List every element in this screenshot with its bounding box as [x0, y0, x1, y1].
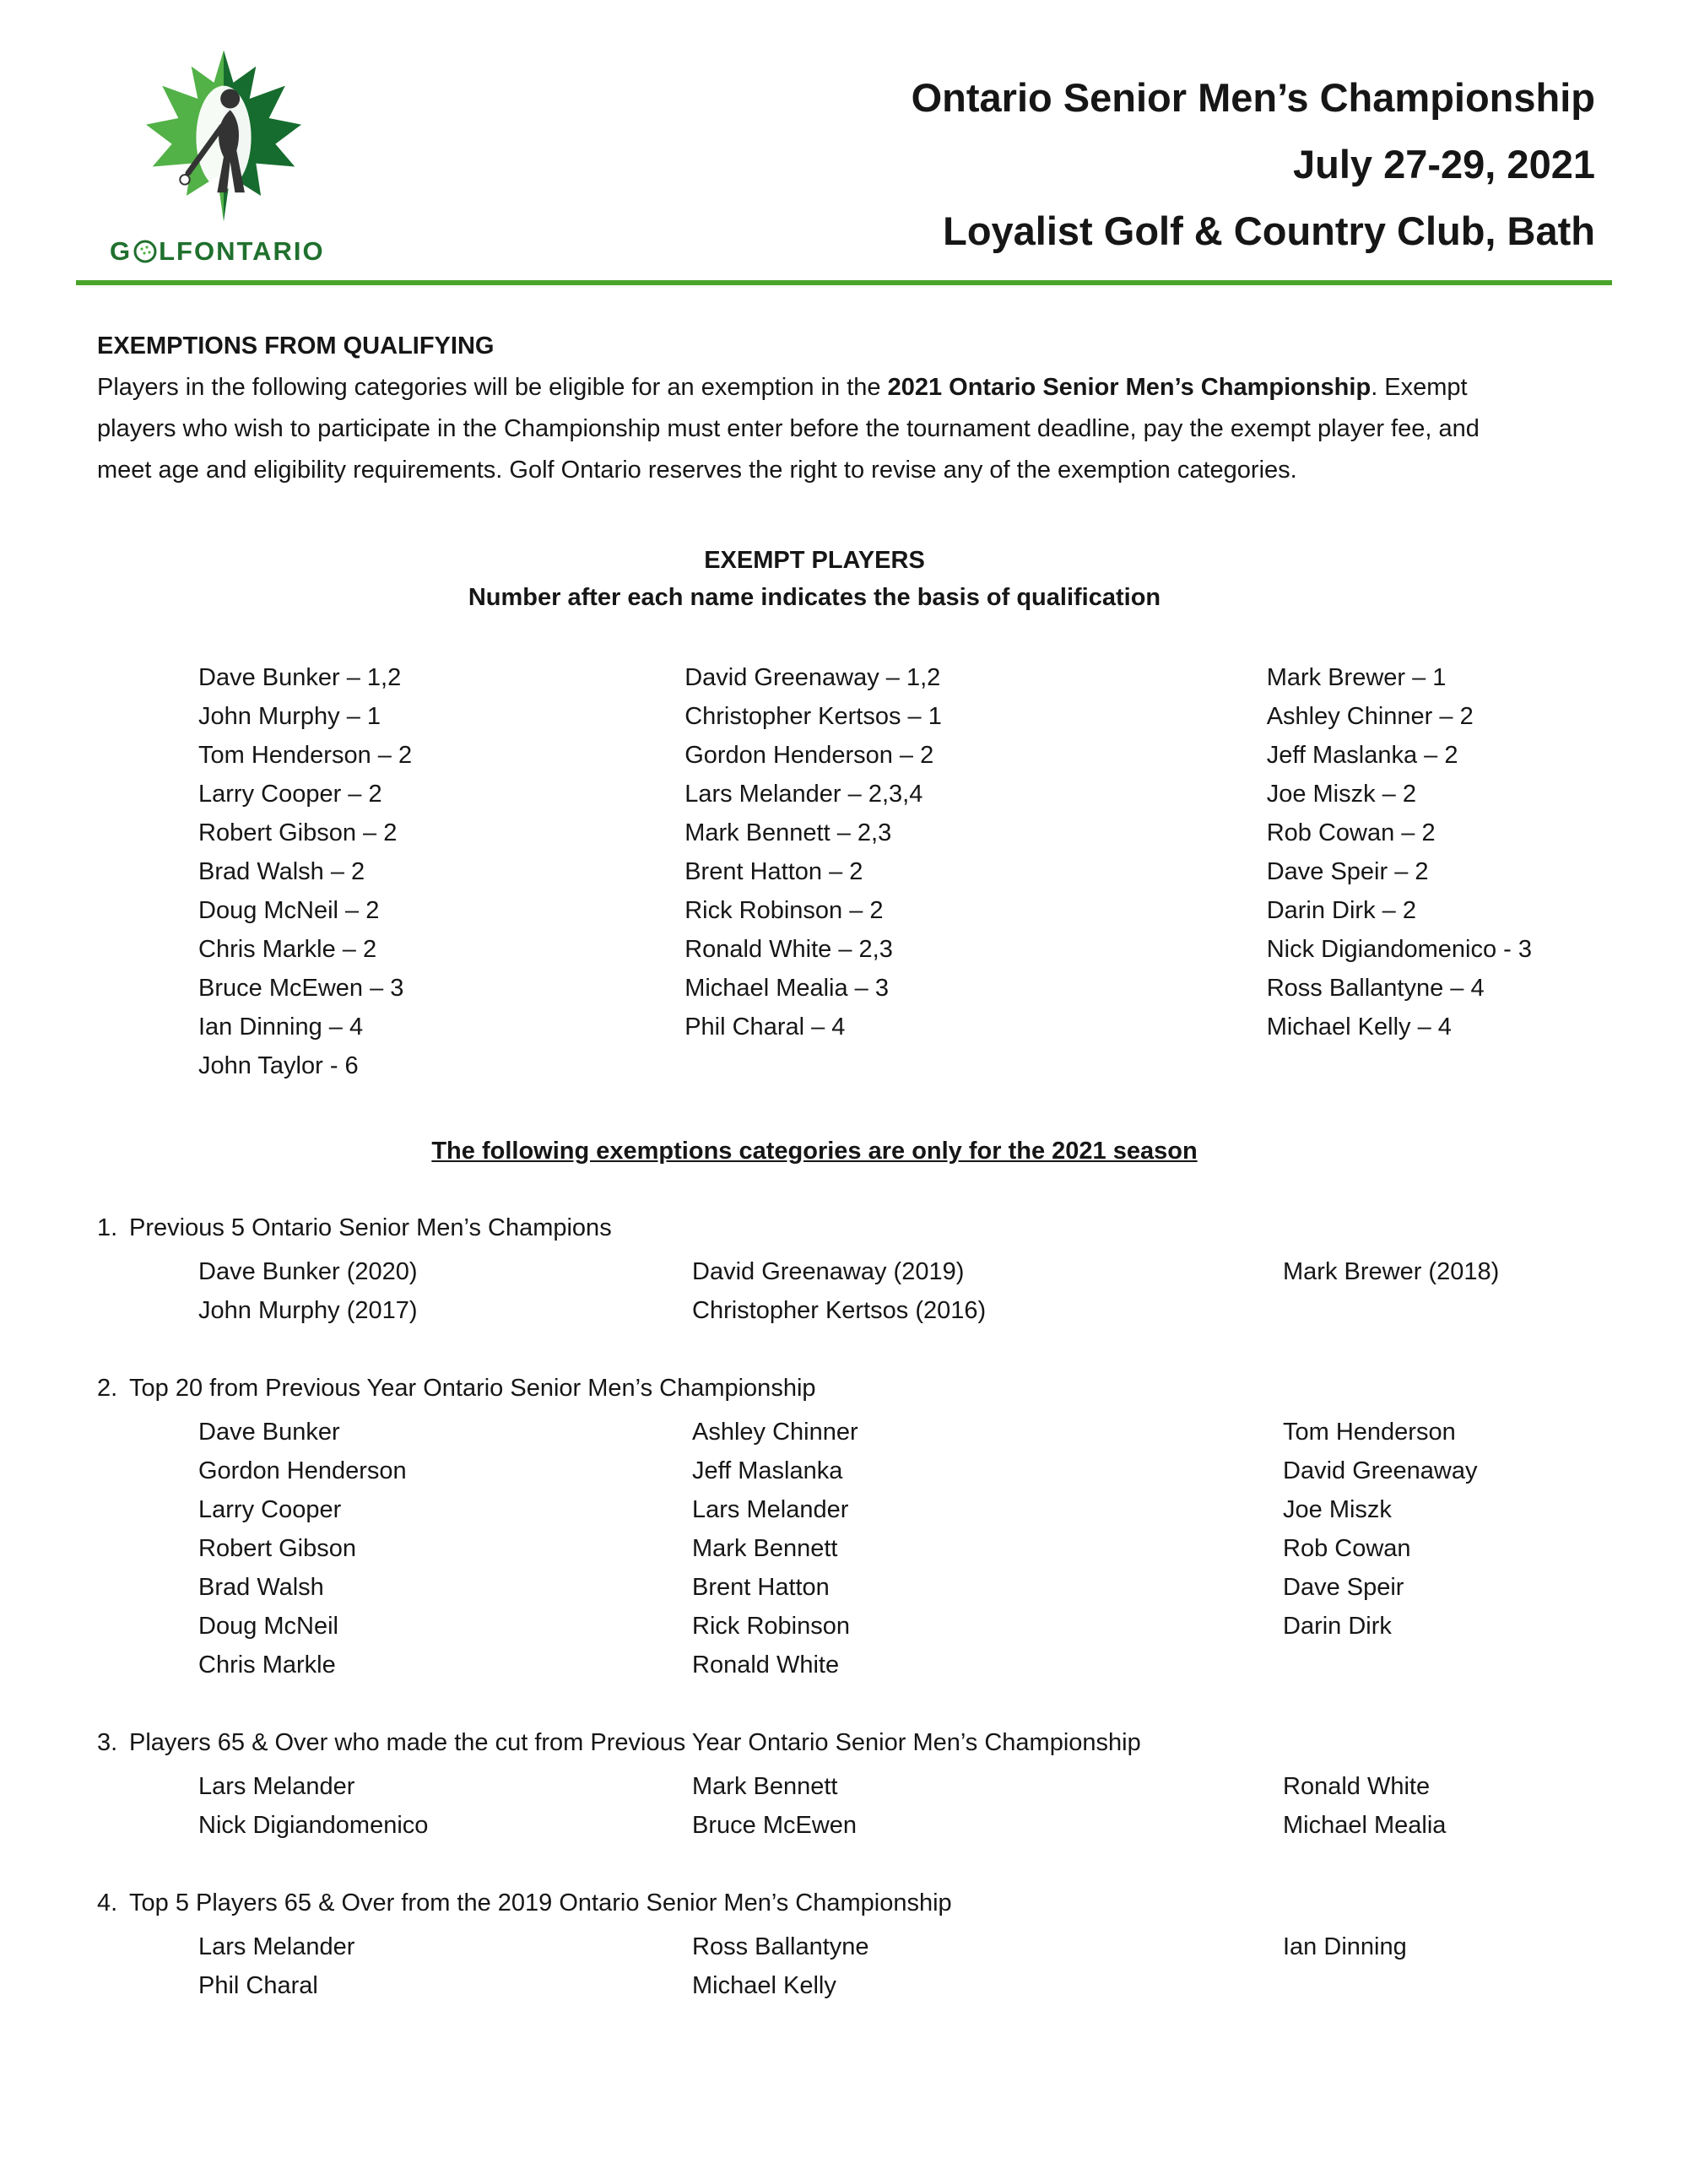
player-name: Joe Miszk – 2: [1266, 781, 1416, 808]
player-name: Mark Brewer (2018): [1283, 1258, 1500, 1285]
document-content: [76, 332, 1612, 2005]
section-list: [198, 1413, 1532, 1684]
section-list: [198, 1927, 1532, 2005]
golf-ball-icon: [133, 240, 157, 263]
section-title-text: Top 5 Players 65 & Over from the 2019 Ontario Senior Men’s Championship: [129, 1889, 952, 1916]
player-name: David Greenaway (2019): [692, 1258, 965, 1285]
player-name: Brad Walsh – 2: [198, 858, 365, 885]
player-name: Doug McNeil – 2: [198, 897, 380, 924]
player-name: Jeff Maslanka: [692, 1457, 843, 1484]
page-title-block: [439, 41, 1612, 264]
header-divider: [76, 280, 1612, 285]
player-name: Brent Hatton – 2: [684, 858, 863, 885]
section-number: 3.: [97, 1729, 118, 1756]
player-name: Joe Miszk: [1283, 1496, 1392, 1523]
section-column-2: [692, 1413, 1283, 1684]
section-column-3: [1283, 1767, 1532, 1845]
player-name: Nick Digiandomenico - 3: [1266, 936, 1532, 963]
player-name: Mark Bennett – 2,3: [684, 819, 892, 846]
section-65-over-cut: [97, 1723, 1532, 1845]
section-title: [97, 1884, 1532, 1922]
section-column-3: [1283, 1927, 1532, 2005]
player-name: Ross Ballantyne: [692, 1933, 869, 1960]
player-name: Chris Markle: [198, 1652, 336, 1679]
header: [76, 41, 1612, 267]
player-name: Doug McNeil: [198, 1613, 338, 1640]
title-dates: July 27-29, 2021: [1293, 142, 1595, 187]
golf-ontario-wordmark: [110, 236, 439, 267]
player-name: John Murphy – 1: [198, 703, 381, 730]
exempt-players-list: [198, 658, 1532, 1085]
player-name: Gordon Henderson – 2: [684, 742, 934, 769]
player-name: John Murphy (2017): [198, 1297, 418, 1324]
player-name: Tom Henderson – 2: [198, 742, 413, 769]
wordmark-left: G: [110, 236, 133, 266]
player-name: Ian Dinning: [1283, 1933, 1407, 1960]
player-name: Ashley Chinner: [692, 1419, 858, 1446]
player-name: Phil Charal – 4: [684, 1014, 846, 1041]
player-name: Mark Bennett: [692, 1773, 838, 1800]
section-column-2: [692, 1767, 1283, 1845]
section-column-2: [692, 1252, 1283, 1330]
exempt-players-title: EXEMPT PLAYERS: [704, 547, 925, 574]
player-name: Bruce McEwen: [692, 1812, 858, 1839]
wordmark-right: LFONTARIO: [159, 236, 325, 266]
player-name: Michael Mealia – 3: [684, 975, 889, 1002]
player-name: Dave Bunker (2020): [198, 1258, 418, 1285]
player-name: Jeff Maslanka – 2: [1266, 742, 1458, 769]
golf-ontario-logo: [76, 41, 439, 267]
player-name: Michael Kelly – 4: [1266, 1014, 1452, 1041]
player-name: Ronald White: [692, 1652, 840, 1679]
player-name: Lars Melander: [198, 1773, 355, 1800]
player-name: Darin Dirk – 2: [1266, 897, 1416, 924]
title-championship: Ontario Senior Men’s Championship: [911, 75, 1595, 120]
player-name: John Taylor - 6: [198, 1052, 359, 1079]
section-number: 1.: [97, 1214, 118, 1241]
player-name: Mark Bennett: [692, 1535, 838, 1562]
player-name: Robert Gibson – 2: [198, 819, 398, 846]
section-list: [198, 1767, 1532, 1845]
player-name: Ronald White: [1283, 1773, 1431, 1800]
player-name: Michael Mealia: [1283, 1812, 1447, 1839]
intro-text-pre: Players in the following categories will be eligible for an exemption in the: [97, 374, 888, 401]
player-name: Christopher Kertsos (2016): [692, 1297, 987, 1324]
section-column-3: [1283, 1252, 1532, 1330]
section-title-text: Previous 5 Ontario Senior Men’s Champions: [129, 1214, 612, 1241]
player-name: Bruce McEwen – 3: [198, 975, 404, 1002]
intro-text-bold: 2021 Ontario Senior Men’s Championship: [887, 374, 1372, 401]
player-name: Gordon Henderson: [198, 1457, 407, 1484]
player-name: Rick Robinson: [692, 1613, 850, 1640]
section-top-20: [97, 1369, 1532, 1684]
player-name: Phil Charal: [198, 1972, 318, 1999]
player-name: Brad Walsh: [198, 1574, 324, 1601]
player-name: Lars Melander – 2,3,4: [684, 781, 923, 808]
player-name: Ross Ballantyne – 4: [1266, 975, 1485, 1002]
section-previous-champions: [97, 1208, 1532, 1330]
player-name: Ian Dinning – 4: [198, 1014, 364, 1041]
player-name: Rick Robinson – 2: [684, 897, 884, 924]
player-name: Darin Dirk: [1283, 1613, 1392, 1640]
intro-text-post: . Exempt players who wish to participate in the Championship must enter before the tournament deadline, pay the exempt player fee, and meet age and eligibility requirements. Golf Ontario reserves the right to revise any of the exemption categories.: [97, 374, 1480, 484]
player-name: Michael Kelly: [692, 1972, 836, 1999]
section-title: [97, 1723, 1532, 1762]
exempt-column-2: [684, 658, 1266, 1085]
player-name: Dave Speir – 2: [1266, 858, 1429, 885]
player-name: Chris Markle – 2: [198, 936, 377, 963]
player-name: Rob Cowan: [1283, 1535, 1411, 1562]
player-name: Larry Cooper: [198, 1496, 342, 1523]
section-title: [97, 1208, 1532, 1247]
section-title: [97, 1369, 1532, 1408]
section-column-1: [198, 1927, 692, 2005]
section-column-2: [692, 1927, 1283, 2005]
player-name: David Greenaway: [1283, 1457, 1478, 1484]
exemptions-heading: EXEMPTIONS FROM QUALIFYING: [97, 332, 495, 359]
section-title-text: Top 20 from Previous Year Ontario Senior Men’s Championship: [129, 1375, 816, 1402]
player-name: Ashley Chinner – 2: [1266, 703, 1474, 730]
player-name: Lars Melander: [198, 1933, 355, 1960]
section-top-5-2019: [97, 1884, 1532, 2005]
player-name: Ronald White – 2,3: [684, 936, 893, 963]
player-name: Tom Henderson: [1283, 1419, 1456, 1446]
title-venue: Loyalist Golf & Country Club, Bath: [943, 208, 1595, 253]
player-name: Lars Melander: [692, 1496, 849, 1523]
player-name: Christopher Kertsos – 1: [684, 703, 942, 730]
section-number: 4.: [97, 1889, 118, 1916]
player-name: Nick Digiandomenico: [198, 1812, 429, 1839]
intro-paragraph: [97, 367, 1532, 491]
exempt-players-subtitle: Number after each name indicates the basis of qualification: [468, 584, 1161, 611]
section-column-1: [198, 1252, 692, 1330]
player-name: Robert Gibson: [198, 1535, 356, 1562]
player-name: Dave Bunker: [198, 1419, 340, 1446]
player-name: Mark Brewer – 1: [1266, 664, 1447, 691]
player-name: Rob Cowan – 2: [1266, 819, 1436, 846]
section-title-text: Players 65 & Over who made the cut from Previous Year Ontario Senior Men’s Championship: [129, 1729, 1141, 1756]
exempt-column-1: [198, 658, 684, 1085]
section-list: [198, 1252, 1532, 1330]
player-name: Brent Hatton: [692, 1574, 830, 1601]
section-column-1: [198, 1767, 692, 1845]
player-name: Dave Speir: [1283, 1574, 1404, 1601]
exempt-column-3: [1267, 658, 1532, 1085]
player-name: David Greenaway – 1,2: [684, 664, 941, 691]
player-name: Larry Cooper – 2: [198, 781, 382, 808]
section-column-1: [198, 1413, 692, 1684]
section-column-3: [1283, 1413, 1532, 1684]
maple-leaf-golfer-icon: [127, 41, 321, 235]
section-number: 2.: [97, 1375, 118, 1402]
player-name: Dave Bunker – 1,2: [198, 664, 402, 691]
season-exemptions-heading: The following exemptions categories are only for the 2021 season: [431, 1138, 1198, 1165]
